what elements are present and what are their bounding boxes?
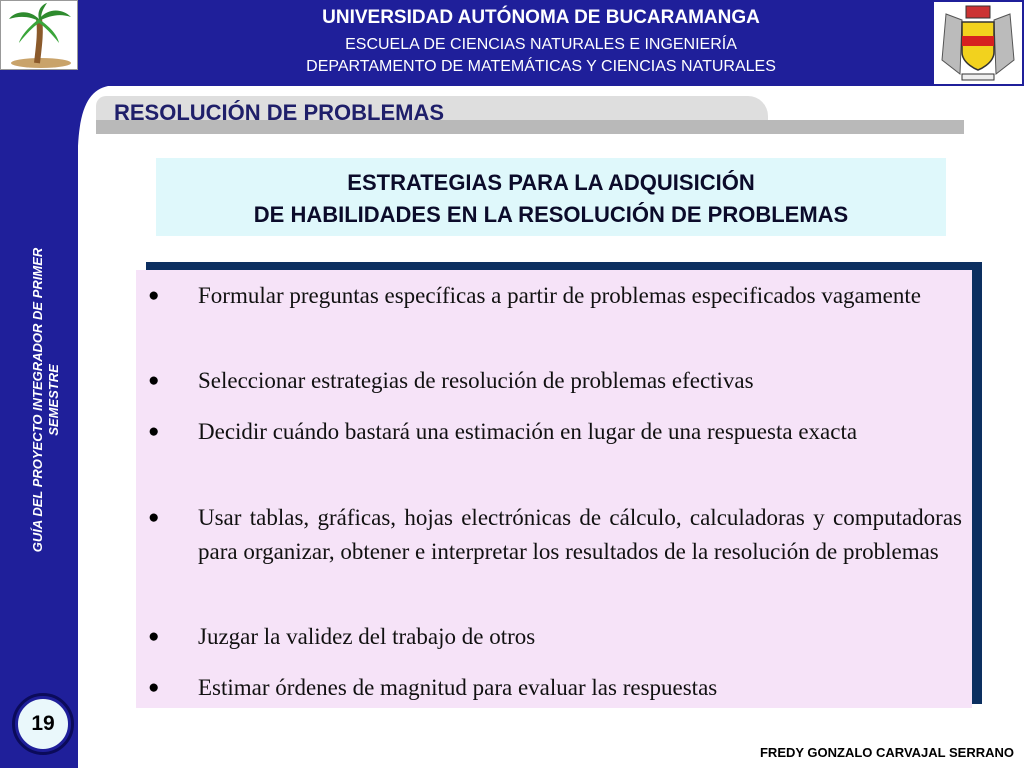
bullet-dot-icon: ● bbox=[148, 507, 160, 528]
bullet-dot-icon: ● bbox=[148, 626, 160, 647]
bullet-dot-icon: ● bbox=[148, 677, 160, 698]
bullet-dot-icon: ● bbox=[148, 421, 160, 442]
list-item: Usar tablas, gráficas, hojas electrónicas de cálculo, calculadoras y computadoras para organizar, obtener e interpretar los resultados de la resolución de problemas bbox=[198, 505, 962, 564]
section-title: RESOLUCIÓN DE PROBLEMAS bbox=[114, 100, 445, 125]
author-footer: FREDY GONZALO CARVAJAL SERRANO bbox=[759, 745, 1014, 760]
sidebar-title-line1: GUÍA DEL PROYECTO INTEGRADOR DE PRIMER bbox=[30, 247, 45, 553]
school-name: ESCUELA DE CIENCIAS NATURALES E INGENIERÍA bbox=[345, 36, 737, 53]
department-name: DEPARTAMENTO DE MATEMÁTICAS Y CIENCIAS NATURALES bbox=[306, 58, 776, 75]
list-item: Formular preguntas específicas a partir de problemas especificados vagamente bbox=[198, 283, 921, 308]
sidebar-title-line2: SEMESTRE bbox=[46, 364, 61, 436]
bullet-dot-icon: ● bbox=[148, 285, 160, 306]
page-number: 19 bbox=[16, 697, 70, 751]
crest-logo bbox=[932, 0, 1024, 86]
subtitle-line2: DE HABILIDADES EN LA RESOLUCIÓN DE PROBLEMAS bbox=[253, 202, 849, 227]
crest-icon bbox=[932, 0, 1024, 86]
list-item: Decidir cuándo bastará una estimación en lugar de una respuesta exacta bbox=[198, 419, 858, 444]
bullet-dot-icon: ● bbox=[148, 370, 160, 391]
university-name: UNIVERSIDAD AUTÓNOMA DE BUCARAMANGA bbox=[322, 7, 760, 28]
subtitle-line1: ESTRATEGIAS PARA LA ADQUISICIÓN bbox=[347, 170, 755, 195]
list-item: Seleccionar estrategias de resolución de problemas efectivas bbox=[198, 368, 754, 393]
list-item: Juzgar la validez del trabajo de otros bbox=[198, 624, 536, 649]
sidebar-vertical-title bbox=[30, 190, 62, 610]
list-item: Estimar órdenes de magnitud para evaluar las respuestas bbox=[198, 675, 718, 700]
